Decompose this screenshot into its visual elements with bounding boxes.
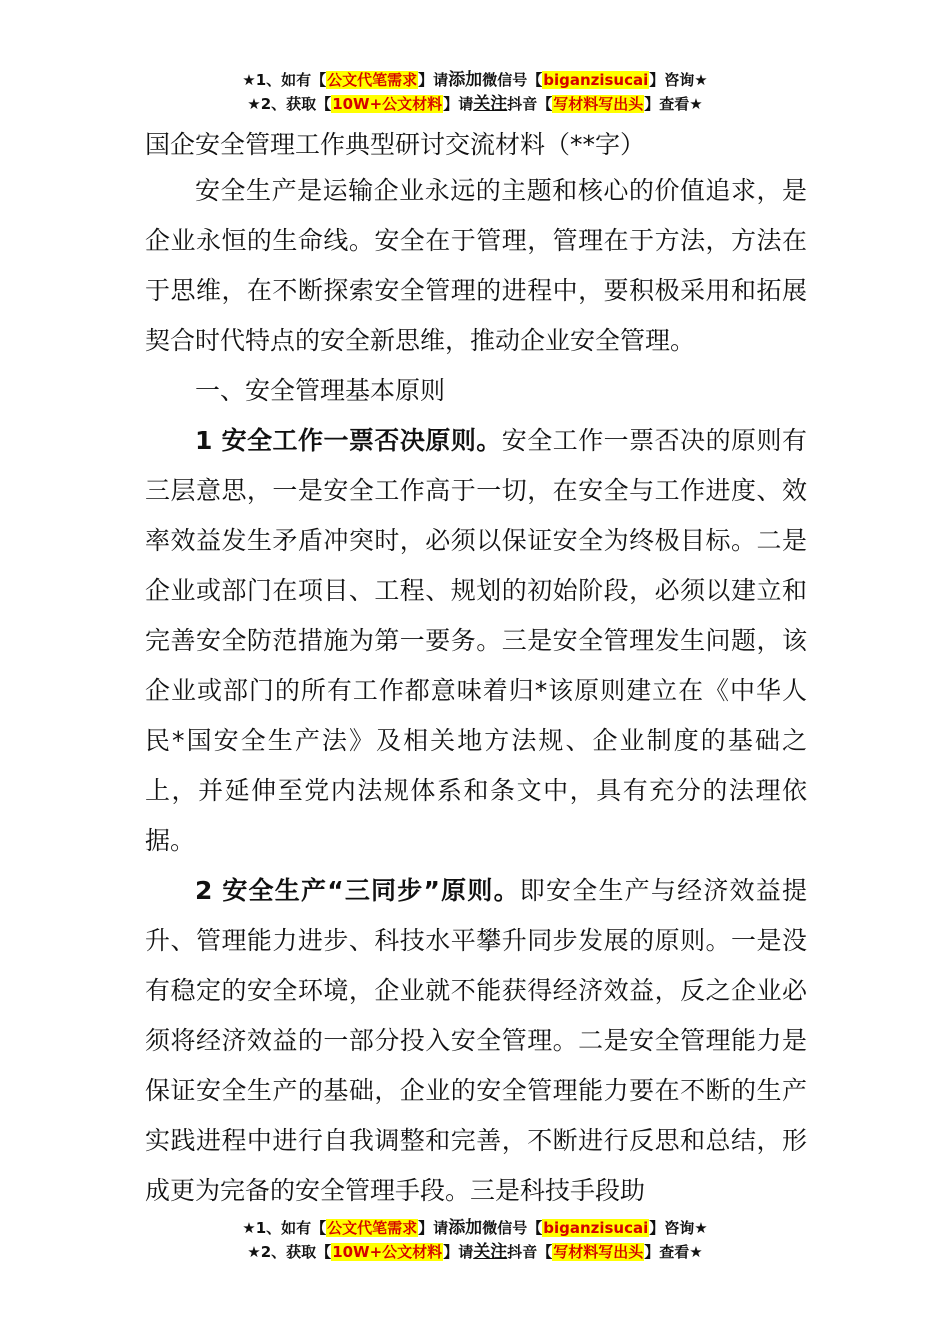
ad-text: 抖音【 xyxy=(507,1243,553,1261)
principle-2-body: 即安全生产与经济效益提升、管理能力进步、科技水平攀升同步发展的原则。一是没有稳定的安全环境，企业就不能获得经济效益，反之企业必须将经济效益的一部分投入安全管理。二是安全管理能力是保证安全生产的基础，企业的安全管理能力要在不断的生产实践进程中进行自我调整和完善，不断进行反思和总结，形成更为完备的安全管理手段。三是科技手段助 xyxy=(145,876,807,1205)
ad-text: 微信号【 xyxy=(482,1219,543,1237)
ad-highlight-wechat-id: biganzisucai xyxy=(543,71,649,89)
ad-text: ★1、如有【 xyxy=(242,71,327,89)
principle-1-title: 1 安全工作一票否决原则。 xyxy=(195,426,502,455)
ad-text: ★2、获取【 xyxy=(247,95,332,113)
ad-emphasis: 添加 xyxy=(448,70,483,90)
header-ad-banner xyxy=(0,68,950,116)
ad-emphasis: 关注 xyxy=(473,94,508,114)
ad-text: 】请 xyxy=(443,95,474,113)
ad-text: 微信号【 xyxy=(482,71,543,89)
ad-highlight-materials: 10W+公文材料 xyxy=(332,1243,443,1261)
principle-1-paragraph xyxy=(145,416,807,866)
intro-paragraph: 安全生产是运输企业永远的主题和核心的价值追求，是企业永恒的生命线。安全在于管理，管理在于方法，方法在于思维，在不断探索安全管理的进程中，要积极采用和拓展契合时代特点的安全新思维，推动企业安全管理。 xyxy=(145,176,807,355)
ad-emphasis: 添加 xyxy=(448,1218,483,1238)
ad-text: ★1、如有【 xyxy=(242,1219,327,1237)
header-ad-line-1 xyxy=(0,68,950,92)
ad-text: 】查看★ xyxy=(644,95,703,113)
footer-ad-line-2 xyxy=(0,1240,950,1264)
footer-ad-line-1 xyxy=(0,1216,950,1240)
ad-highlight-douyin-name: 写材料写出头 xyxy=(553,95,644,113)
section-heading: 一、安全管理基本原则 xyxy=(195,376,446,405)
principle-1-body: 安全工作一票否决的原则有三层意思，一是安全工作高于一切，在安全与工作进度、效率效益发生矛盾冲突时，必须以保证安全为终极目标。二是企业或部门在项目、工程、规划的初始阶段，必须以建立和完善安全防范措施为第一要务。三是安全管理发生问题，该企业或部门的所有工作都意味着归*该原则建立在《中华人民*国安全生产法》及相关地方法规、企业制度的基础之上，并延伸至党内法规体系和条文中，具有充分的法理依据。 xyxy=(145,426,807,855)
document-title: 国企安全管理工作典型研讨交流材料（**字） xyxy=(145,130,646,159)
ad-text: 】咨询★ xyxy=(649,71,708,89)
ad-text: 】查看★ xyxy=(644,1243,703,1261)
ad-highlight-douyin-name: 写材料写出头 xyxy=(553,1243,644,1261)
footer-ad-banner xyxy=(0,1216,950,1264)
ad-text: ★2、获取【 xyxy=(247,1243,332,1261)
ad-emphasis: 关注 xyxy=(473,1242,508,1262)
principle-2-title: 2 安全生产“三同步”原则。 xyxy=(195,876,520,905)
ad-text: 抖音【 xyxy=(507,95,553,113)
header-ad-line-2 xyxy=(0,92,950,116)
ad-text: 】请 xyxy=(443,1243,474,1261)
ad-highlight-materials: 10W+公文材料 xyxy=(332,95,443,113)
ad-text: 】请 xyxy=(418,71,449,89)
document-body xyxy=(145,124,807,1216)
principle-2-paragraph xyxy=(145,866,807,1216)
ad-highlight-service: 公文代笔需求 xyxy=(327,71,418,89)
ad-text: 】咨询★ xyxy=(649,1219,708,1237)
ad-highlight-service: 公文代笔需求 xyxy=(327,1219,418,1237)
ad-text: 】请 xyxy=(418,1219,449,1237)
ad-highlight-wechat-id: biganzisucai xyxy=(543,1219,649,1237)
